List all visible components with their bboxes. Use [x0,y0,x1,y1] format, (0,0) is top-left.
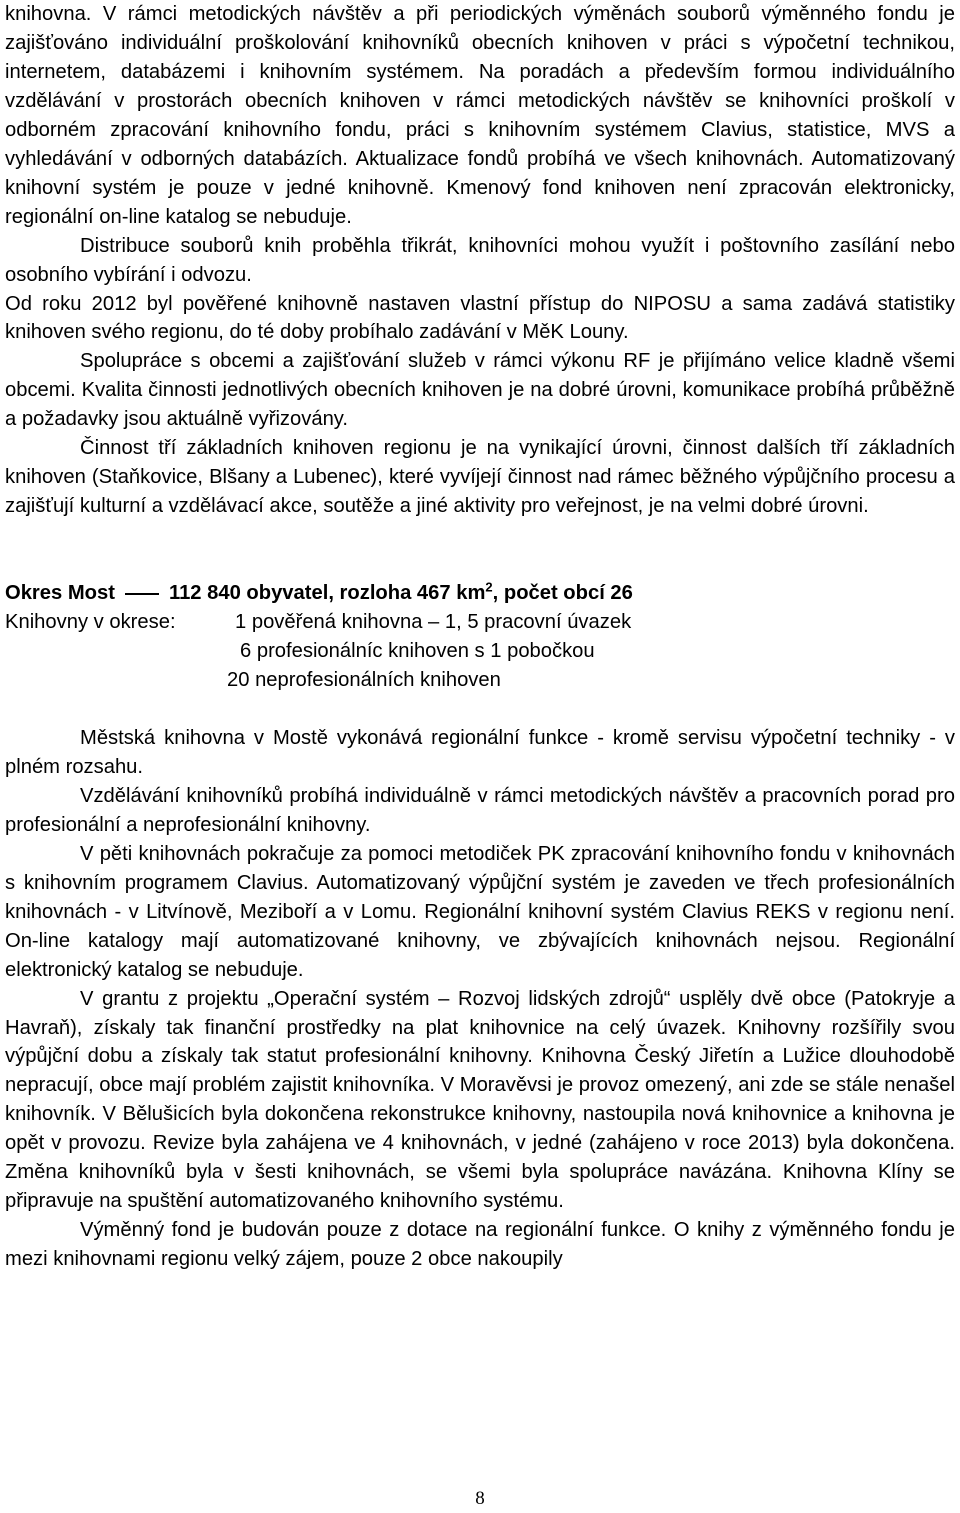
intro-paragraph-2: Distribuce souborů knih proběhla třikrát, knihovníci mohou využít i poštovního zasílání nebo osobního vybírání i odvozu. [5,234,955,286]
intro-paragraph-4: Spolupráce s obcemi a zajišťování služeb v rámci výkonu RF je přijímáno velice kladně všemi obcemi. Kvalita činnosti jednotlivých obecních knihoven je na dobré úrovni, komunikace probíhá průběžně a požadavky jsou aktuálně vyřizovány. [5,350,955,431]
libraries-line-3: 20 neprofesionálních knihoven [227,669,501,692]
body-paragraph-3: V pěti knihovnách pokračuje za pomoci metodiček PK zpracování knihovního fondu v knihovnách s knihovním programem Clavius. Automatizovaný výpůjční systém je zaveden ve třech profesionálních knihovnách - v Litvínově, Meziboří a v Lomu. Regionální knihovní systém Clavius REKS v regionu není. On-line katalogy mají automatizované knihovny, ve zbývajících knihovnách nejsou. Regionální elektronický katalog se nebuduje. [5,842,955,981]
district-stats-rest: , počet obcí 26 [492,582,633,605]
heading-dash [125,593,159,595]
intro-paragraph-1: knihovna. V rámci metodických návštěv a při periodických výměnách souborů výměnného fondu je zajišťováno individuální proškolování knihovníků obecních knihoven v práci s výpočetní technikou, internetem, databázemi i knihovním systémem. Na poradách a především formou individuálního vzdělávání v prostorách obecních knihoven v rámci metodických návštěv se knihovníci proškolí v odborném zpracování knihovního fondu, práci s knihovním systémem Clavius, statistice, MVS a vyhledávání v odborných databázích. Aktualizace fondů probíhá ve všech knihovnách. Automatizovaný knihovní systém je pouze v jedné knihovně. Kmenový fond knihoven není zpracován elektronicky, regionální on-line katalog se nebuduje. [5,3,955,228]
intro-paragraph-5: Činnost tří základních knihoven regionu je na vynikající úrovni, činnost dalších tří základních knihoven (Staňkovice, Blšany a Lubenec), které vyvíjejí činnost nad rámec běžného výpůjčního procesu a zajišťují kulturní a vzdělávací akce, soutěže a jiné aktivity pro veřejnost, je na velmi dobré úrovni. [5,437,955,518]
intro-paragraph-3: Od roku 2012 byl pověřené knihovně nastaven vlastní přístup do NIPOSU a sama zadává statistiky knihoven svého regionu, do té doby probíhalo zadávání v MěK Louny. [5,292,955,344]
body-paragraph-2: Vzdělávání knihovníků probíhá individuálně v rámci metodických návštěv a pracovních porad pro profesionální a neprofesionální knihovny. [5,784,955,836]
district-name: Okres Most [5,582,115,605]
district-stats-sup: 2 [485,579,493,595]
libraries-label: Knihovny v okrese: [5,611,176,634]
district-stats: 112 840 obyvatel, rozloha 467 km [168,582,486,605]
libraries-line-2: 6 profesionálníc knihoven s 1 pobočkou [240,640,595,663]
spacer [5,695,955,724]
document-page [5,0,955,1274]
page-number: 8 [475,1488,485,1509]
body-paragraph-5: Výměnný fond je budován pouze z dotace na regionální funkce. O knihy z výměnného fondu je mezi knihovnami regionu velký zájem, pouze 2 obce nakoupily [5,1219,955,1271]
body-paragraph-1: Městská knihovna v Mostě vykonává regionální funkce - kromě servisu výpočetní techniky - v plném rozsahu. [5,726,955,778]
body-paragraph-4: V grantu z projektu „Operační systém – Rozvoj lidských zdrojů“ usplěly dvě obce (Patokryje a Havraň), získaly tak finanční prostředky na plat knihovnice na celý úvazek. Knihovny rozšířily svou výpůjční dobu a získaly tak statut profesionální knihovny. Knihovna Český Jiřetín a Lužice dlouhodobě nepracují, obce mají problém zajistit knihovníka. V Moravěvsi je provoz omezený, ani zde se stále nenašel knihovník. V Bělušicích byla dokončena rekonstrukce knihovny, nastoupila nová knihovnice a knihovna je opět v provozu. Revize byla zahájena ve 4 knihovnách, v jedné (zahájeno v roce 2013) byla dokončena. Změna knihovníků byla v šesti knihovnách, se všemi byla spolupráce navázána. Knihovna Klíny se připravuje na spuštění automatizovaného knihovního systému. [5,987,955,1213]
district-heading [5,579,955,608]
libraries-line-1: 1 pověřená knihovna – 1, 5 pracovní úvazek [235,611,632,634]
libraries-row-1 [5,608,955,637]
